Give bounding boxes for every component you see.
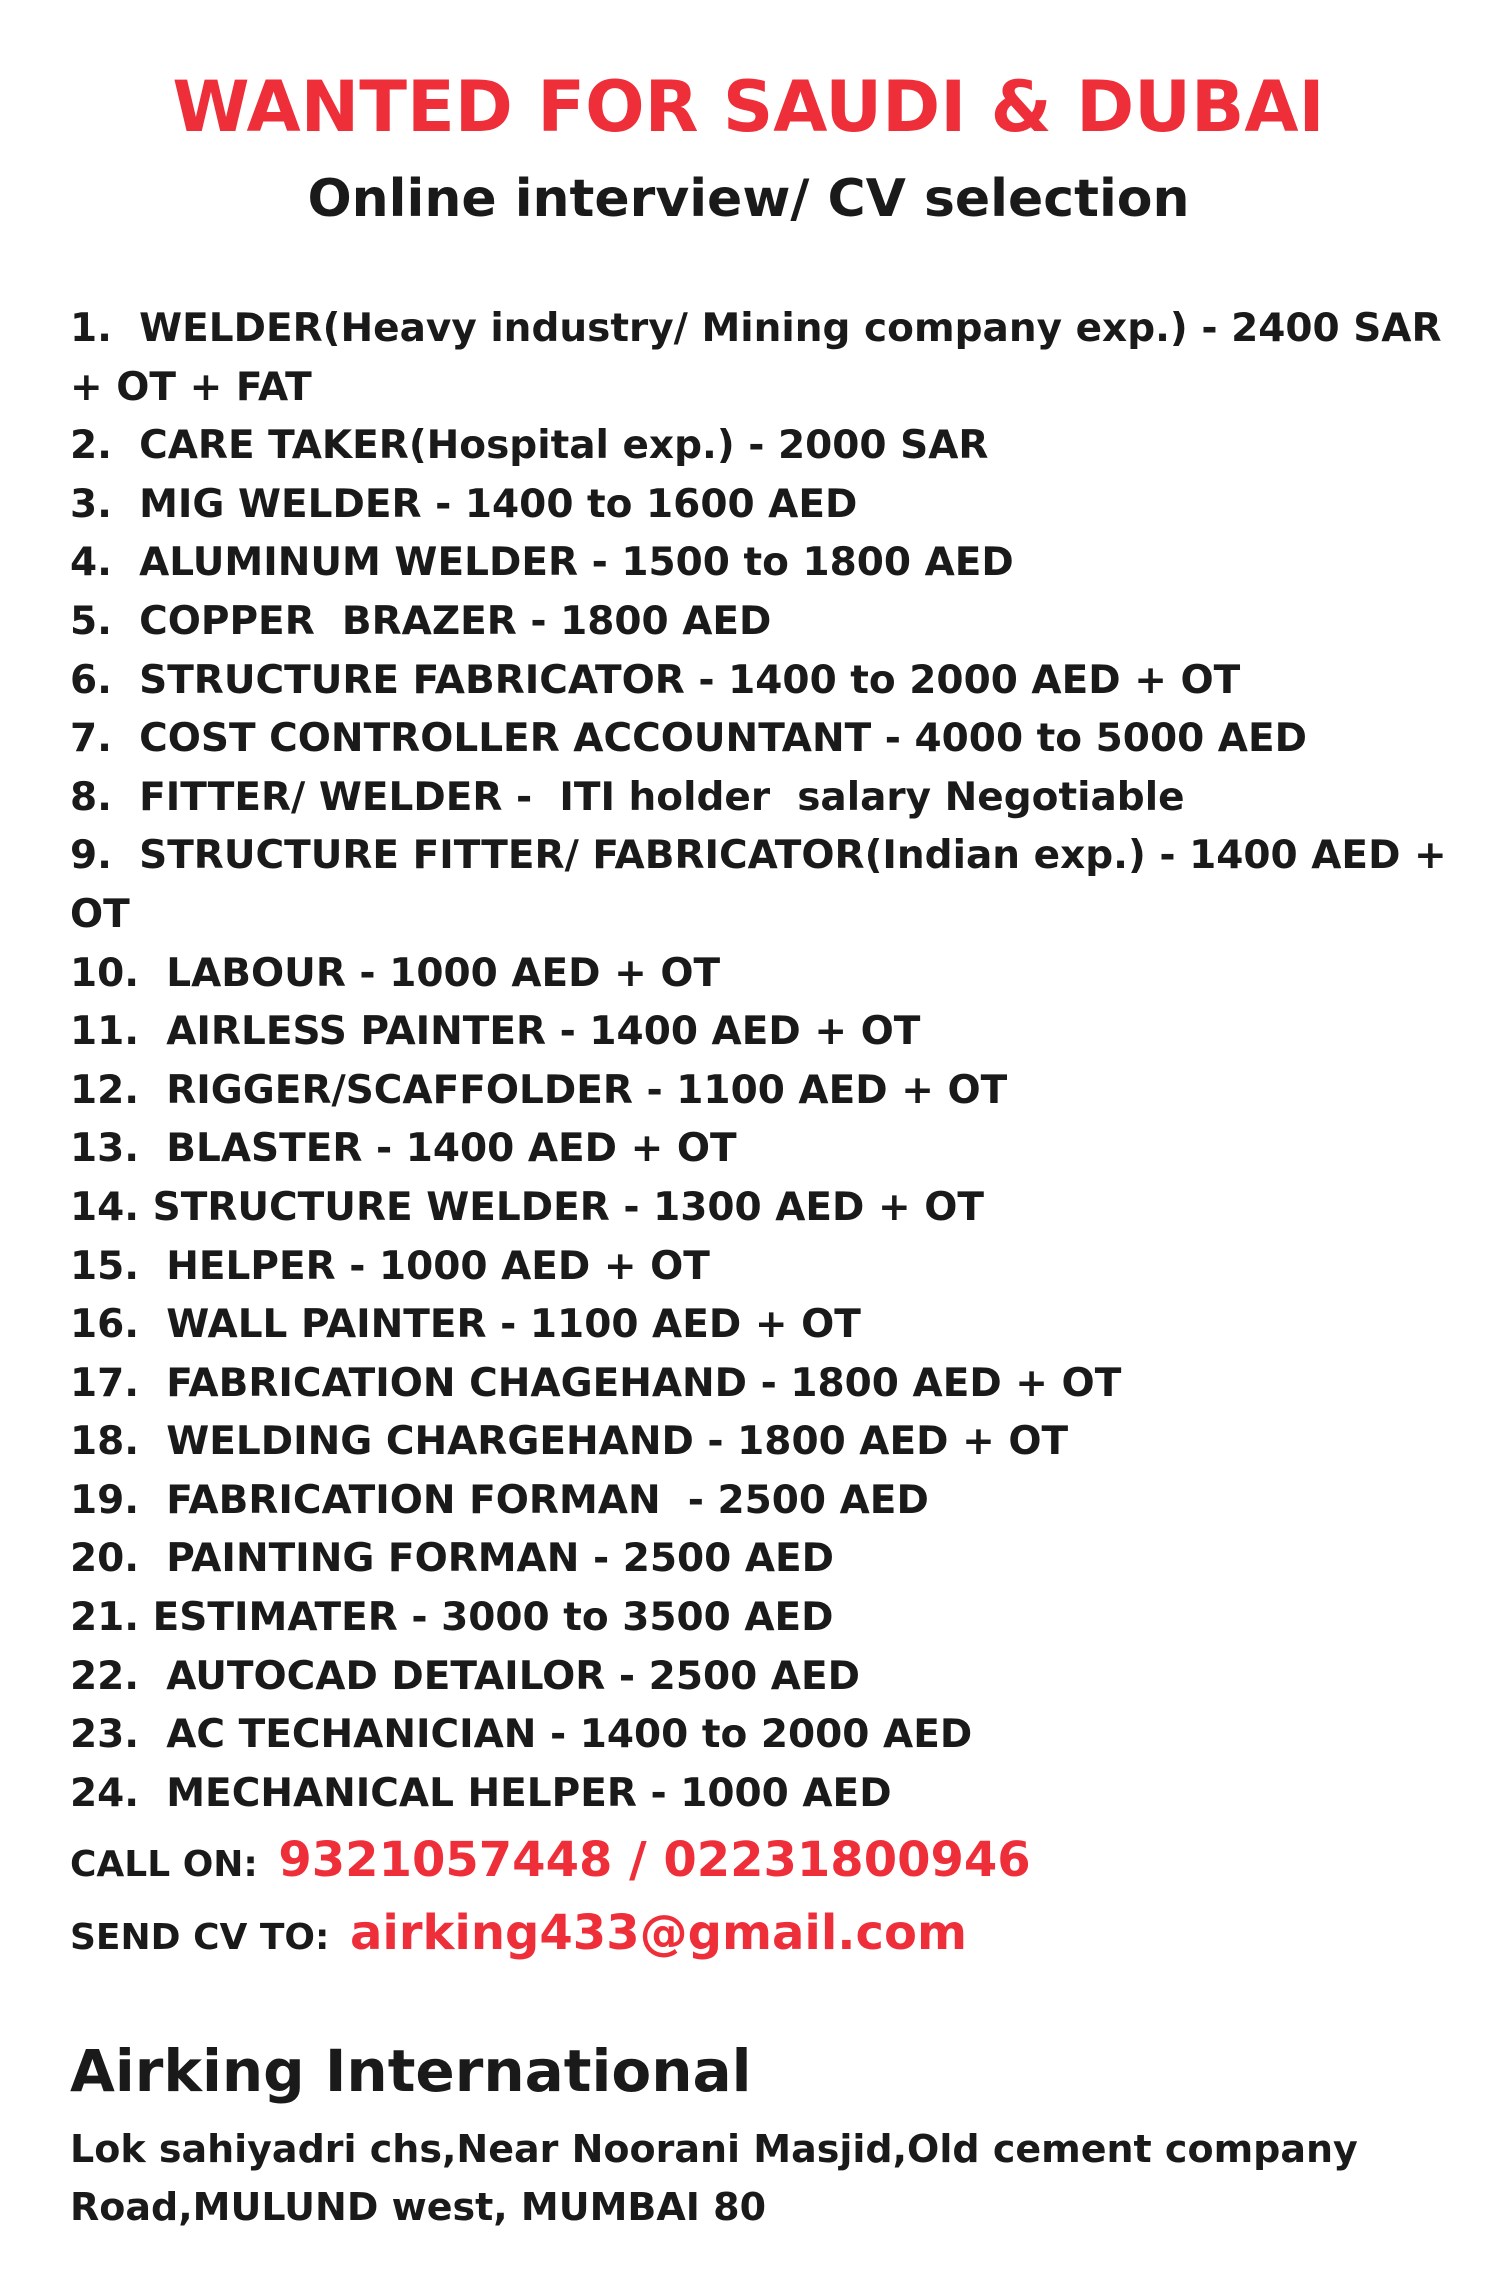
job-item: 23. AC TECHANICIAN - 1400 to 2000 AED xyxy=(70,1712,973,1758)
job-item: 15. HELPER - 1000 AED + OT xyxy=(70,1243,710,1289)
call-label: CALL ON: xyxy=(70,1844,258,1885)
job-list xyxy=(70,300,1461,1823)
company-name: Airking International xyxy=(70,2037,752,2105)
email-address: airking433@gmail.com xyxy=(349,1905,967,1961)
job-item: 12. RIGGER/SCAFFOLDER - 1100 AED + OT xyxy=(70,1067,1008,1113)
send-cv-label: SEND CV TO: xyxy=(70,1917,330,1958)
job-item: 7. COST CONTROLLER ACCOUNTANT - 4000 to 5000 AED xyxy=(70,716,1307,762)
job-item: 3. MIG WELDER - 1400 to 1600 AED xyxy=(70,481,858,527)
job-item: 17. FABRICATION CHAGEHAND - 1800 AED + OT xyxy=(70,1360,1122,1406)
phone-numbers: 9321057448 / 02231800946 xyxy=(278,1832,1031,1888)
job-item: 19. FABRICATION FORMAN - 2500 AED xyxy=(70,1477,929,1523)
job-item: 18. WELDING CHARGEHAND - 1800 AED + OT xyxy=(70,1419,1069,1465)
job-item: 14. STRUCTURE WELDER - 1300 AED + OT xyxy=(70,1184,985,1230)
job-item: 16. WALL PAINTER - 1100 AED + OT xyxy=(70,1302,861,1348)
job-item: 24. MECHANICAL HELPER - 1000 AED xyxy=(70,1770,892,1816)
company-address: Lok sahiyadri chs,Near Noorani Masjid,Old cement company Road,MULUND west, MUMBAI 80 xyxy=(70,2127,1358,2229)
job-item: 8. FITTER/ WELDER - ITI holder salary Negotiable xyxy=(70,774,1185,820)
job-item: 10. LABOUR - 1000 AED + OT xyxy=(70,950,721,996)
poster-title: WANTED FOR SAUDI & DUBAI xyxy=(172,66,1325,148)
job-item: 1. WELDER(Heavy industry/ Mining company exp.) - 2400 SAR + OT + FAT xyxy=(70,306,1456,410)
job-item: 20. PAINTING FORMAN - 2500 AED xyxy=(70,1536,835,1582)
job-item: 2. CARE TAKER(Hospital exp.) - 2000 SAR xyxy=(70,423,989,469)
job-item: 6. STRUCTURE FABRICATOR - 1400 to 2000 AED + OT xyxy=(70,657,1241,703)
job-item: 21. ESTIMATER - 3000 to 3500 AED xyxy=(70,1595,834,1641)
call-contact xyxy=(70,1830,1450,1895)
job-item: 9. STRUCTURE FITTER/ FABRICATOR(Indian exp.) - 1400 AED + OT xyxy=(70,833,1461,937)
job-item: 5. COPPER BRAZER - 1800 AED xyxy=(70,598,772,644)
email-contact xyxy=(70,1903,1450,1968)
job-item: 11. AIRLESS PAINTER - 1400 AED + OT xyxy=(70,1009,921,1055)
job-item: 13. BLASTER - 1400 AED + OT xyxy=(70,1126,737,1172)
job-item: 22. AUTOCAD DETAILOR - 2500 AED xyxy=(70,1653,860,1699)
job-item: 4. ALUMINUM WELDER - 1500 to 1800 AED xyxy=(70,540,1014,586)
poster-subtitle: Online interview/ CV selection xyxy=(307,169,1190,229)
